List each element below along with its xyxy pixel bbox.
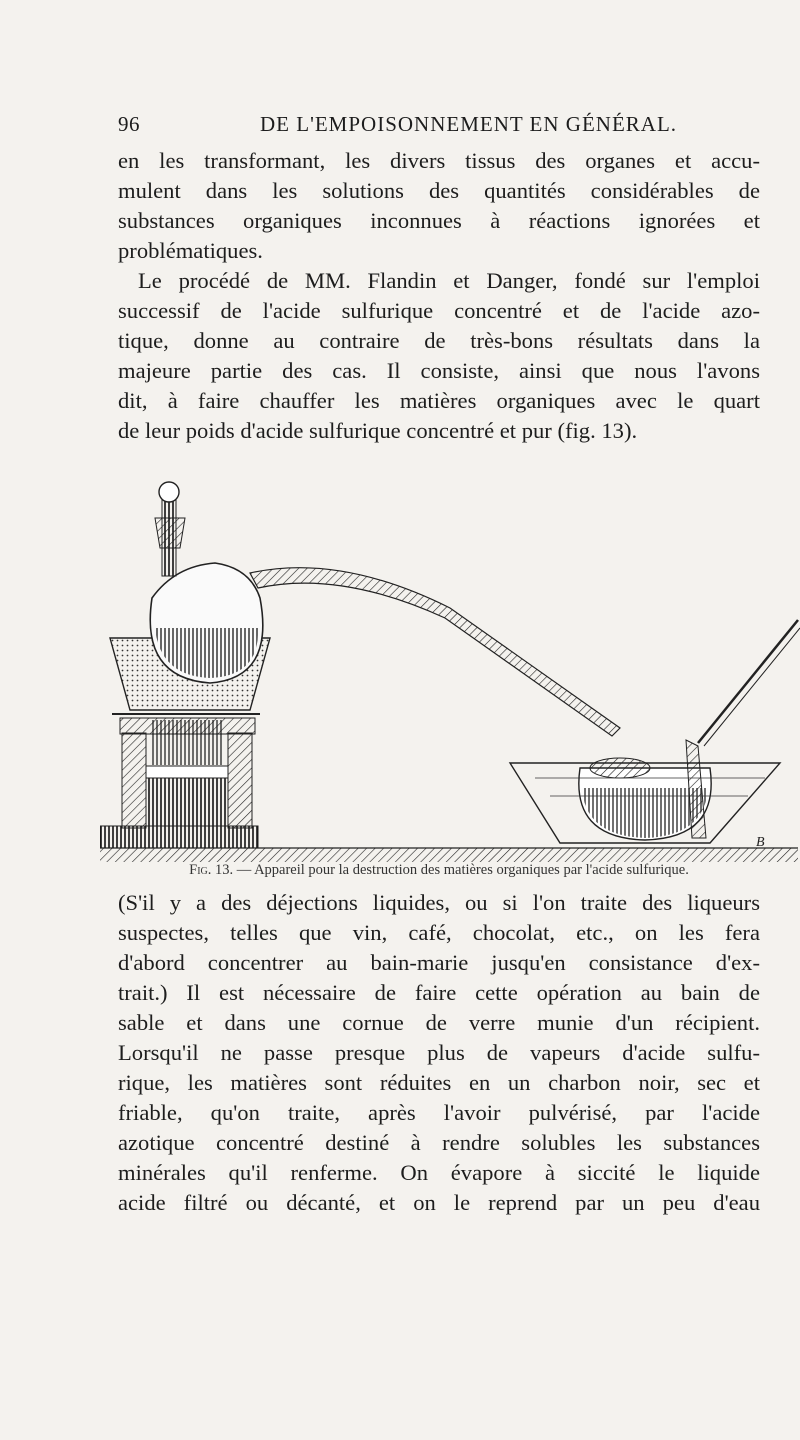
figure-label-b: B xyxy=(756,835,765,850)
text-line: azotique concentré destiné à rendre solubles les substances xyxy=(118,1130,760,1155)
apparatus-illustration xyxy=(100,478,800,863)
figure-caption-text: — Appareil pour la destruction des matières organiques par l'acide sulfurique. xyxy=(236,862,689,878)
text-line: Lorsqu'il ne passe presque plus de vapeurs d'acide sulfu- xyxy=(118,1040,760,1065)
paragraph-2 xyxy=(118,888,760,1218)
text-line: (S'il y a des déjections liquides, ou si l'on traite des liqueurs xyxy=(118,890,760,915)
glass-rod xyxy=(698,620,798,743)
page-number: 96 xyxy=(118,112,140,136)
ground-hatching xyxy=(100,848,798,862)
text-line: tique, donne au contraire de très-bons résultats dans la xyxy=(118,328,760,353)
paragraph-1 xyxy=(118,146,760,446)
text-line: dit, à faire chauffer les matières organiques avec le quart xyxy=(118,388,760,413)
text-line: Le procédé de MM. Flandin et Danger, fondé sur l'emploi xyxy=(138,268,760,293)
figure-caption xyxy=(118,862,760,879)
text-line: substances organiques inconnues à réactions ignorées et xyxy=(118,208,760,233)
text-line: de leur poids d'acide sulfurique concentré et pur (fig. 13). xyxy=(118,418,638,443)
text-line: majeure partie des cas. Il consiste, ainsi que nous l'avons xyxy=(118,358,760,383)
figure-number: Fig. 13. xyxy=(189,862,234,878)
text-line: rique, les matières sont réduites en un charbon noir, sec et xyxy=(118,1070,760,1095)
running-header xyxy=(118,112,760,140)
running-title: DE L'EMPOISONNEMENT EN GÉNÉRAL. xyxy=(260,112,678,136)
text-line: acide filtré ou décanté, et on le reprend par un peu d'eau xyxy=(118,1190,760,1215)
text-line: sable et dans une cornue de verre munie d'un récipient. xyxy=(118,1010,760,1035)
text-line: suspectes, telles que vin, café, chocolat, etc., on les fera xyxy=(118,920,760,945)
text-line: minérales qu'il renferme. On évapore à siccité le liquide xyxy=(118,1160,760,1185)
furnace xyxy=(100,714,260,848)
receiver xyxy=(579,740,711,840)
text-line: friable, qu'on traite, après l'avoir pulvérisé, par l'acide xyxy=(118,1100,760,1125)
text-line: problématiques. xyxy=(118,238,263,263)
text-line: mulent dans les solutions des quantités considérables de xyxy=(118,178,760,203)
text-line: successif de l'acide sulfurique concentré et de l'acide azo- xyxy=(118,298,760,323)
text-line: d'abord concentrer au bain-marie jusqu'en consistance d'ex- xyxy=(118,950,760,975)
text-line: trait.) Il est nécessaire de faire cette opération au bain de xyxy=(118,980,760,1005)
text-line: en les transformant, les divers tissus des organes et accu- xyxy=(118,148,760,173)
